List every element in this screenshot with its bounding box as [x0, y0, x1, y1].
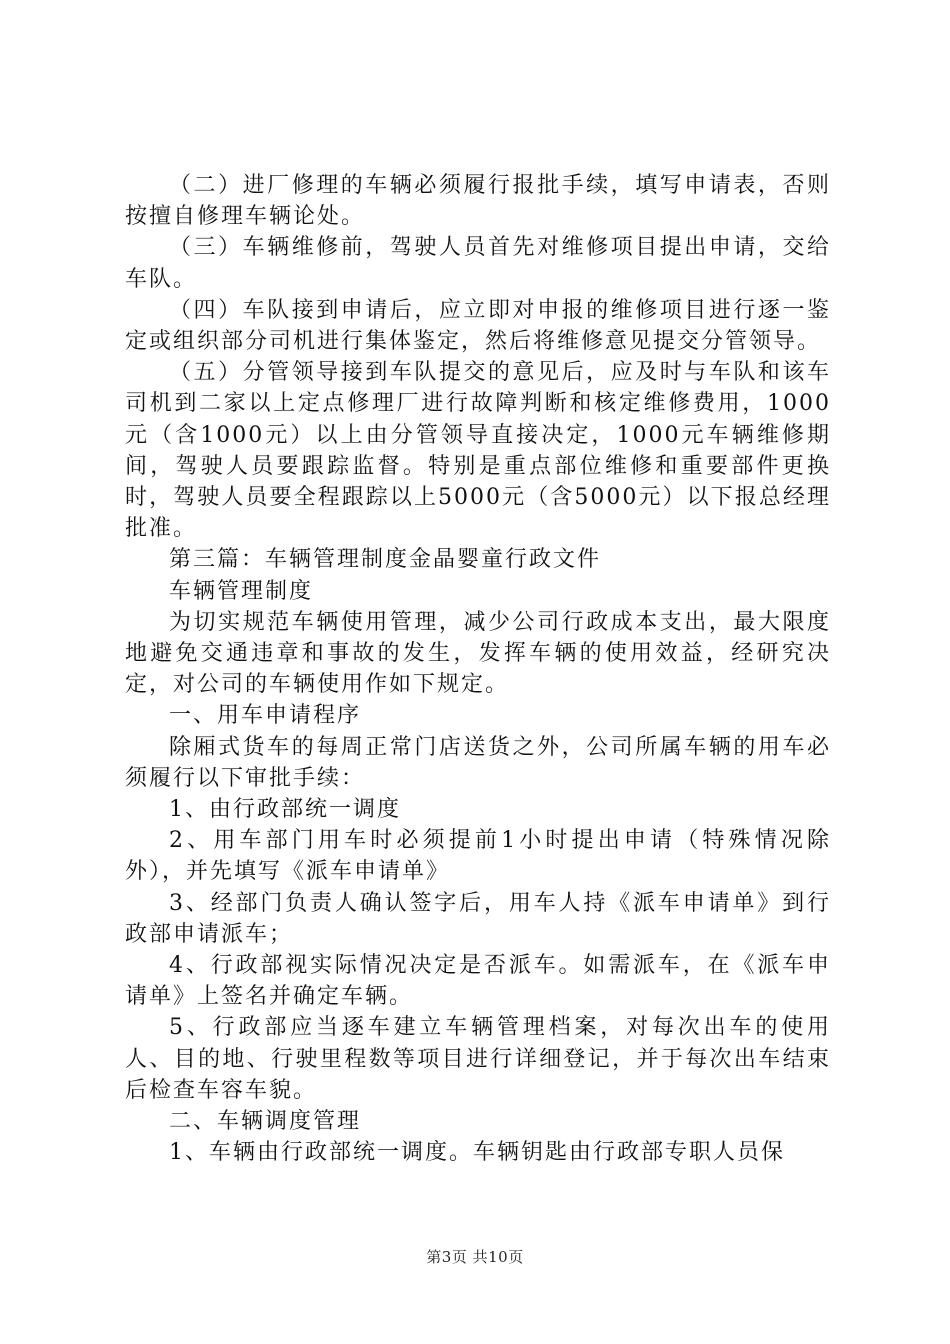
paragraph-4-fleet-review: （四）车队接到申请后，应立即对申报的维修项目进行逐一鉴定或组织部分司机进行集体鉴定，然后将维修意见提交分管领导。 — [125, 297, 831, 355]
paragraph-intro: 为切实规范车辆使用管理，减少公司行政成本支出，最大限度地避免交通违章和事故的发生，发挥车辆的使用效益，经研究决定，对公司的车辆使用作如下规定。 — [125, 609, 831, 698]
paragraph-5-manager-decision: （五）分管领导接到车队提交的意见后，应及时与车队和该车司机到二家以上定点修理厂进行故障判断和核定维修费用，1000元（含1000元）以上由分管领导直接决定，1000元车辆维修期间，驾驶人员要跟踪监督。特别是重点部位维修和重要部件更换时，驾驶人员要全程跟踪以上5000元（含5000元）以下报总经理批准。 — [125, 360, 831, 542]
list-item-4: 4、行政部视实际情况决定是否派车。如需派车，在《派车申请单》上签名并确定车辆。 — [125, 953, 831, 1010]
section-heading-part-three: 第三篇：车辆管理制度金晶婴童行政文件 — [169, 547, 602, 573]
section-heading-request-procedure: 一、用车申请程序 — [169, 703, 362, 729]
section-heading-dispatch-management: 二、车辆调度管理 — [169, 1109, 362, 1135]
list-item-2: 2、用车部门用车时必须提前1小时提出申请（特殊情况除外），并先填写《派车申请单》 — [125, 828, 831, 885]
page-number-footer: 第3页 共10页 — [426, 1248, 524, 1266]
list-item-dispatch-1: 1、车辆由行政部统一调度。车辆钥匙由行政部专职人员保 — [169, 1140, 785, 1166]
paragraph-request-scope: 除厢式货车的每周正常门店送货之外，公司所属车辆的用车必须履行以下审批手续： — [125, 734, 831, 791]
list-item-3: 3、经部门负责人确认签字后，用车人持《派车申请单》到行政部申请派车； — [125, 890, 831, 947]
document-title-vehicle-policy: 车辆管理制度 — [169, 578, 314, 604]
list-item-1: 1、由行政部统一调度 — [169, 797, 401, 823]
list-item-5: 5、行政部应当逐车建立车辆管理档案，对每次出车的使用人、目的地、行驶里程数等项目进行详细登记，并于每次出车结束后检查车容车貌。 — [125, 1015, 831, 1103]
document-body — [125, 170, 831, 1169]
paragraph-2-repair-approval: （二）进厂修理的车辆必须履行报批手续，填写申请表，否则按擅自修理车辆论处。 — [125, 173, 831, 230]
paragraph-3-repair-request: （三）车辆维修前，驾驶人员首先对维修项目提出申请，交给车队。 — [125, 235, 831, 292]
